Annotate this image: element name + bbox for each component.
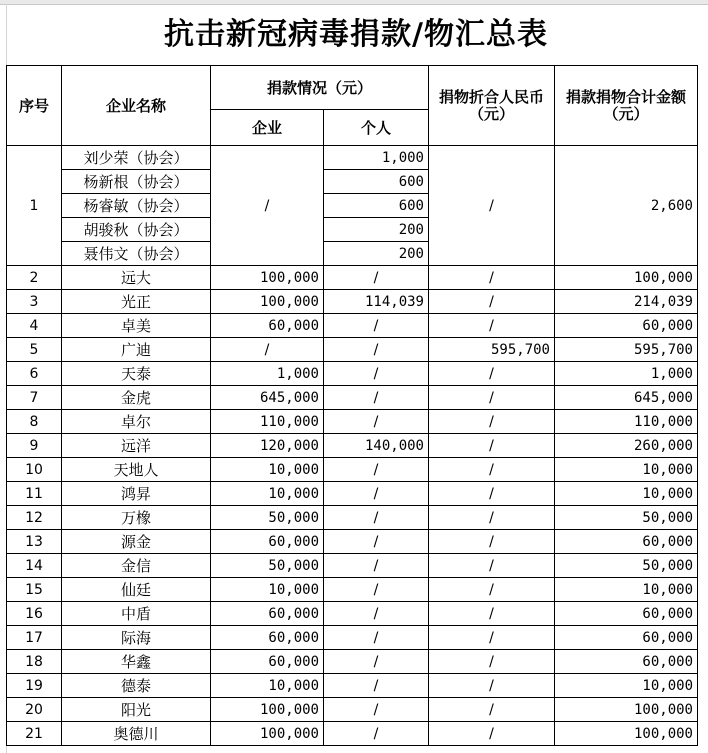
table-row: [7, 362, 698, 386]
row-enterprise-amount[interactable]: 10,000: [211, 674, 324, 698]
person-amount[interactable]: 200: [324, 218, 429, 242]
row-company-name[interactable]: 远洋: [62, 434, 211, 458]
row-index[interactable]: 12: [7, 506, 62, 530]
row-individual-amount[interactable]: /: [324, 458, 429, 482]
person-amount[interactable]: 600: [324, 194, 429, 218]
header-total[interactable]: 捐款捐物合计金额（元）: [555, 66, 698, 146]
table-row: [7, 338, 698, 362]
row-goods-amount[interactable]: /: [429, 434, 555, 458]
person-name[interactable]: 聂伟文（协会）: [62, 242, 211, 266]
table-row: [7, 482, 698, 506]
table-row: [7, 626, 698, 650]
row-individual-amount[interactable]: /: [324, 626, 429, 650]
row-total-amount[interactable]: 10,000: [555, 458, 698, 482]
row-goods-amount[interactable]: /: [429, 578, 555, 602]
row-company-name[interactable]: 天地人: [62, 458, 211, 482]
table-row: [7, 434, 698, 458]
person-name[interactable]: 杨睿敏（协会）: [62, 194, 211, 218]
row-company-name[interactable]: 源金: [62, 530, 211, 554]
row-goods-amount[interactable]: /: [429, 650, 555, 674]
row-enterprise-amount[interactable]: 100,000: [211, 290, 324, 314]
table-row: [7, 290, 698, 314]
row-enterprise-amount[interactable]: 100,000: [211, 722, 324, 746]
row-index[interactable]: 18: [7, 650, 62, 674]
row-index[interactable]: 9: [7, 434, 62, 458]
row-goods-amount[interactable]: /: [429, 722, 555, 746]
row-enterprise-amount[interactable]: 10,000: [211, 482, 324, 506]
table-row: [7, 530, 698, 554]
row-index[interactable]: 19: [7, 674, 62, 698]
row-company-name[interactable]: 广迪: [62, 338, 211, 362]
row-total-amount[interactable]: 100,000: [555, 266, 698, 290]
row-company-name[interactable]: 天泰: [62, 362, 211, 386]
row-company-name[interactable]: 金虎: [62, 386, 211, 410]
row-index[interactable]: 7: [7, 386, 62, 410]
row-index[interactable]: 21: [7, 722, 62, 746]
row-company-name[interactable]: 际海: [62, 626, 211, 650]
row-index[interactable]: 5: [7, 338, 62, 362]
row-total-amount[interactable]: 60,000: [555, 650, 698, 674]
row-index[interactable]: 15: [7, 578, 62, 602]
row-individual-amount[interactable]: /: [324, 410, 429, 434]
row-total-amount[interactable]: 50,000: [555, 506, 698, 530]
row-total-amount[interactable]: 60,000: [555, 530, 698, 554]
table-row: [7, 698, 698, 722]
row-goods-amount[interactable]: /: [429, 266, 555, 290]
header-goods-rmb[interactable]: 捐物折合人民币（元）: [429, 66, 555, 146]
row-company-name[interactable]: 卓尔: [62, 410, 211, 434]
row-goods-amount[interactable]: /: [429, 386, 555, 410]
row-total-amount[interactable]: 50,000: [555, 554, 698, 578]
table-row: [7, 602, 698, 626]
row-index[interactable]: 4: [7, 314, 62, 338]
group1-index[interactable]: 1: [7, 146, 62, 266]
person-name[interactable]: 胡骏秋（协会）: [62, 218, 211, 242]
row-enterprise-amount[interactable]: 110,000: [211, 410, 324, 434]
row-individual-amount[interactable]: /: [324, 554, 429, 578]
table-row: [7, 674, 698, 698]
row-company-name[interactable]: 奥德川: [62, 722, 211, 746]
row-goods-amount[interactable]: /: [429, 482, 555, 506]
row-goods-amount[interactable]: 595,700: [429, 338, 555, 362]
row-total-amount[interactable]: 60,000: [555, 626, 698, 650]
header-enterprise[interactable]: 企业: [211, 110, 324, 146]
row-total-amount[interactable]: 595,700: [555, 338, 698, 362]
table-row: [7, 722, 698, 746]
table-row: [7, 578, 698, 602]
row-enterprise-amount[interactable]: 60,000: [211, 650, 324, 674]
row-enterprise-amount[interactable]: 1,000: [211, 362, 324, 386]
row-individual-amount[interactable]: /: [324, 530, 429, 554]
row-enterprise-amount[interactable]: 645,000: [211, 386, 324, 410]
row-total-amount[interactable]: 10,000: [555, 482, 698, 506]
row-total-amount[interactable]: 10,000: [555, 674, 698, 698]
row-goods-amount[interactable]: /: [429, 554, 555, 578]
column-header-strip: [0, 0, 708, 5]
row-individual-amount[interactable]: /: [324, 338, 429, 362]
row-enterprise-amount[interactable]: 60,000: [211, 602, 324, 626]
row-individual-amount[interactable]: /: [324, 266, 429, 290]
table-row: [7, 266, 698, 290]
row-individual-amount[interactable]: /: [324, 578, 429, 602]
person-amount[interactable]: 600: [324, 170, 429, 194]
person-amount[interactable]: 1,000: [324, 146, 429, 170]
row-individual-amount[interactable]: /: [324, 314, 429, 338]
table-row: [7, 650, 698, 674]
row-total-amount[interactable]: 1,000: [555, 362, 698, 386]
row-goods-amount[interactable]: /: [429, 506, 555, 530]
row-enterprise-amount[interactable]: 60,000: [211, 626, 324, 650]
row-company-name[interactable]: 金信: [62, 554, 211, 578]
row-goods-amount[interactable]: /: [429, 410, 555, 434]
sheet-title: 抗击新冠病毒捐款/物汇总表: [164, 17, 548, 52]
row-enterprise-amount[interactable]: 50,000: [211, 506, 324, 530]
row-company-name[interactable]: 光正: [62, 290, 211, 314]
table-row: [7, 506, 698, 530]
row-company-name[interactable]: 远大: [62, 266, 211, 290]
row-company-name[interactable]: 中盾: [62, 602, 211, 626]
row-enterprise-amount[interactable]: /: [211, 338, 324, 362]
header-index[interactable]: 序号: [7, 66, 62, 146]
row-index[interactable]: 2: [7, 266, 62, 290]
table-row: [7, 410, 698, 434]
row-goods-amount[interactable]: /: [429, 698, 555, 722]
row-enterprise-amount[interactable]: 10,000: [211, 458, 324, 482]
row-company-name[interactable]: 仙廷: [62, 578, 211, 602]
row-company-name[interactable]: 卓美: [62, 314, 211, 338]
row-individual-amount[interactable]: /: [324, 362, 429, 386]
row-individual-amount[interactable]: 140,000: [324, 434, 429, 458]
row-goods-amount[interactable]: /: [429, 626, 555, 650]
person-name[interactable]: 杨新根（协会）: [62, 170, 211, 194]
row-goods-amount[interactable]: /: [429, 530, 555, 554]
header-individual[interactable]: 个人: [324, 110, 429, 146]
row-index[interactable]: 11: [7, 482, 62, 506]
row-individual-amount[interactable]: 114,039: [324, 290, 429, 314]
row-individual-amount[interactable]: /: [324, 482, 429, 506]
row-index[interactable]: 8: [7, 410, 62, 434]
row-index[interactable]: 20: [7, 698, 62, 722]
row-individual-amount[interactable]: /: [324, 674, 429, 698]
row-total-amount[interactable]: 110,000: [555, 410, 698, 434]
row-goods-amount[interactable]: /: [429, 674, 555, 698]
group1-enterprise[interactable]: /: [211, 146, 324, 266]
row-index[interactable]: 10: [7, 458, 62, 482]
row-total-amount[interactable]: 100,000: [555, 722, 698, 746]
row-total-amount[interactable]: 100,000: [555, 698, 698, 722]
row-goods-amount[interactable]: /: [429, 290, 555, 314]
person-amount[interactable]: 200: [324, 242, 429, 266]
row-goods-amount[interactable]: /: [429, 362, 555, 386]
row-index[interactable]: 6: [7, 362, 62, 386]
row-enterprise-amount[interactable]: 60,000: [211, 314, 324, 338]
row-individual-amount[interactable]: /: [324, 386, 429, 410]
row-goods-amount[interactable]: /: [429, 458, 555, 482]
row-enterprise-amount[interactable]: 100,000: [211, 698, 324, 722]
row-individual-amount[interactable]: /: [324, 650, 429, 674]
row-enterprise-amount[interactable]: 100,000: [211, 266, 324, 290]
row-total-amount[interactable]: 60,000: [555, 602, 698, 626]
row-company-name[interactable]: 鸿昇: [62, 482, 211, 506]
row-index[interactable]: 13: [7, 530, 62, 554]
group1-goods[interactable]: /: [429, 146, 555, 266]
row-goods-amount[interactable]: /: [429, 602, 555, 626]
row-index[interactable]: 14: [7, 554, 62, 578]
row-individual-amount[interactable]: /: [324, 602, 429, 626]
row-company-name[interactable]: 德泰: [62, 674, 211, 698]
row-total-amount[interactable]: 10,000: [555, 578, 698, 602]
row-total-amount[interactable]: 60,000: [555, 314, 698, 338]
row-individual-amount[interactable]: /: [324, 698, 429, 722]
table-row: [7, 458, 698, 482]
row-enterprise-amount[interactable]: 10,000: [211, 578, 324, 602]
row-index[interactable]: 16: [7, 602, 62, 626]
header-donation-cash[interactable]: 捐款情况（元）: [211, 66, 429, 110]
row-enterprise-amount[interactable]: 60,000: [211, 530, 324, 554]
row-enterprise-amount[interactable]: 50,000: [211, 554, 324, 578]
row-total-amount[interactable]: 260,000: [555, 434, 698, 458]
donation-table: [6, 65, 698, 746]
row-goods-amount[interactable]: /: [429, 314, 555, 338]
row-company-name[interactable]: 阳光: [62, 698, 211, 722]
row-total-amount[interactable]: 645,000: [555, 386, 698, 410]
row-company-name[interactable]: 万橡: [62, 506, 211, 530]
row-index[interactable]: 17: [7, 626, 62, 650]
row-individual-amount[interactable]: /: [324, 722, 429, 746]
row-total-amount[interactable]: 214,039: [555, 290, 698, 314]
table-row: [7, 314, 698, 338]
row-enterprise-amount[interactable]: 120,000: [211, 434, 324, 458]
row-company-name[interactable]: 华鑫: [62, 650, 211, 674]
table-row: [7, 386, 698, 410]
group1-total[interactable]: 2,600: [555, 146, 698, 266]
row-index[interactable]: 3: [7, 290, 62, 314]
person-name[interactable]: 刘少荣（协会）: [62, 146, 211, 170]
table-row: [7, 554, 698, 578]
header-company-name[interactable]: 企业名称: [62, 66, 211, 146]
row-individual-amount[interactable]: /: [324, 506, 429, 530]
